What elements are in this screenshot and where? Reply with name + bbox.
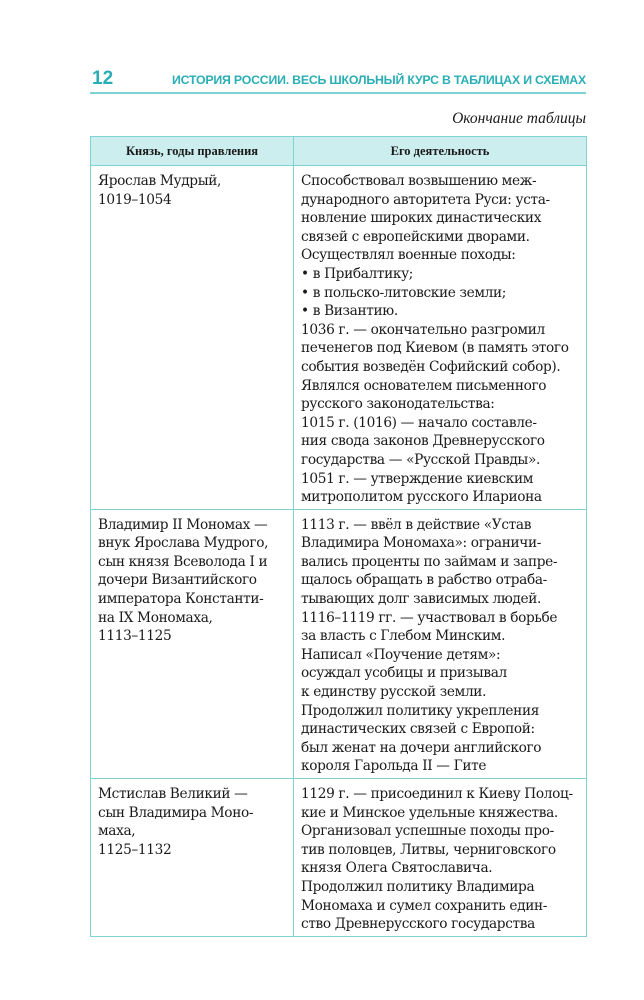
activity-cell-line: Продолжил политику Владимира — [301, 878, 535, 895]
prince-cell-line: 1125–1132 — [98, 841, 172, 858]
activity-cell-line: • в Византию. — [301, 303, 398, 320]
activity-cell-line: государства — «Русской Правды». — [301, 451, 540, 468]
activity-cell-line: русского законодательства: — [301, 396, 495, 413]
activity-cell-line: Осуществлял военные походы: — [301, 247, 516, 264]
activity-cell-line: Являлся основателем письменного — [301, 377, 547, 394]
prince-cell-line: Владимир II Мономах — — [98, 516, 268, 533]
table-body — [91, 166, 587, 937]
activity-cell-line: осуждал усобицы и призывал — [301, 665, 507, 682]
activity-cell-line: князя Олега Святославича. — [301, 860, 493, 877]
activity-cell-line: 1116–1119 гг. — участвовал в борьбе — [301, 609, 558, 626]
activity-cell — [294, 166, 587, 510]
activity-cell-line: Написал «Поучение детям»: — [301, 646, 501, 663]
prince-cell-line: 1113–1125 — [98, 628, 172, 645]
activity-cell-line: короля Гарольда II — Гите — [301, 758, 487, 775]
activity-cell-line: дународного авторитета Руси: уста- — [301, 191, 550, 208]
activity-cell — [294, 509, 587, 778]
column-header-prince: Князь, годы правления — [91, 137, 294, 166]
table-row — [91, 509, 587, 778]
prince-cell-line: Мстислав Великий — — [98, 786, 248, 802]
table-row — [91, 166, 587, 510]
activity-cell-line: 1129 г. — присоединил к Киеву Полоц- — [301, 786, 573, 802]
activity-cell-line: Продолжил политику укрепления — [301, 702, 540, 719]
prince-cell — [91, 779, 294, 937]
prince-cell-line: сын князя Всеволода I и — [98, 553, 268, 570]
activity-cell-line: ния свода законов Древнерусского — [301, 433, 545, 450]
activity-cell — [294, 779, 587, 937]
activity-cell-line: новление широких династических — [301, 210, 542, 227]
activity-cell-line: ство Древнерусского государства — [301, 916, 535, 933]
activity-cell-line: 1113 г. — ввёл в действие «Устав — [301, 516, 532, 533]
activity-cell-line: был женат на дочери английского — [301, 739, 542, 756]
activity-cell-line: Мономаха и сумел сохранить един- — [301, 897, 548, 914]
prince-cell-line: маха, — [98, 823, 136, 840]
page-header — [90, 64, 586, 94]
activity-cell-line: Владимира Мономаха»: ограничи- — [301, 535, 542, 552]
activity-cell-line: династических связей с Европой: — [301, 721, 535, 738]
activity-cell-line: за власть с Глебом Минским. — [301, 628, 506, 645]
activity-cell-line: печенегов под Киевом (в память этого — [301, 340, 569, 357]
column-header-activity: Его деятельность — [294, 137, 587, 166]
rulers-table — [90, 136, 587, 937]
continuation-note: Окончание таблицы — [452, 110, 586, 127]
prince-cell-line: Ярослав Мудрый, — [98, 173, 222, 189]
prince-cell-line: 1019–1054 — [98, 191, 172, 208]
table-header-row — [91, 137, 587, 166]
prince-cell-line: императора Константи- — [98, 591, 264, 608]
activity-cell-line: вались проценты по займам и запре- — [301, 553, 558, 570]
activity-cell-line: 1015 г. (1016) — начало составле- — [301, 414, 537, 431]
activity-cell-line: Способствовал возвышению меж- — [301, 173, 537, 189]
activity-cell-line: 1036 г. — окончательно разгромил — [301, 321, 545, 338]
activity-cell-line: тывающих долг зависимых людей. — [301, 591, 542, 608]
page-number: 12 — [92, 68, 114, 89]
prince-cell-line: дочери Византийского — [98, 572, 257, 589]
activity-cell-line: тив половцев, Литвы, черниговского — [301, 841, 556, 858]
prince-cell-line: на IX Мономаха, — [98, 609, 213, 626]
activity-cell-line: события возведён Софийский собор). — [301, 358, 561, 375]
activity-cell-line: • в польско-литовские земли; — [301, 284, 507, 301]
prince-cell — [91, 166, 294, 510]
prince-cell-line: внук Ярослава Мудрого, — [98, 535, 269, 552]
activity-cell-line: щалось обращать в рабство отраба- — [301, 572, 547, 589]
activity-cell-line: кие и Минское удельные княжества. — [301, 804, 558, 821]
activity-cell-line: 1051 г. — утверждение киевским — [301, 470, 534, 487]
activity-cell-line: • в Прибалтику; — [301, 265, 414, 282]
activity-cell-line: Организовал успешные походы про- — [301, 823, 554, 840]
prince-cell — [91, 509, 294, 778]
prince-cell-line: сын Владимира Моно- — [98, 804, 254, 821]
running-title: ИСТОРИЯ РОССИИ. ВЕСЬ ШКОЛЬНЫЙ КУРС В ТАБЛИЦАХ И СХЕМАХ — [172, 73, 586, 87]
activity-cell-line: связей с европейскими дворами. — [301, 228, 530, 245]
activity-cell-line: к единству русской земли. — [301, 684, 487, 701]
table-row — [91, 779, 587, 937]
activity-cell-line: митрополитом русского Илариона — [301, 489, 542, 506]
